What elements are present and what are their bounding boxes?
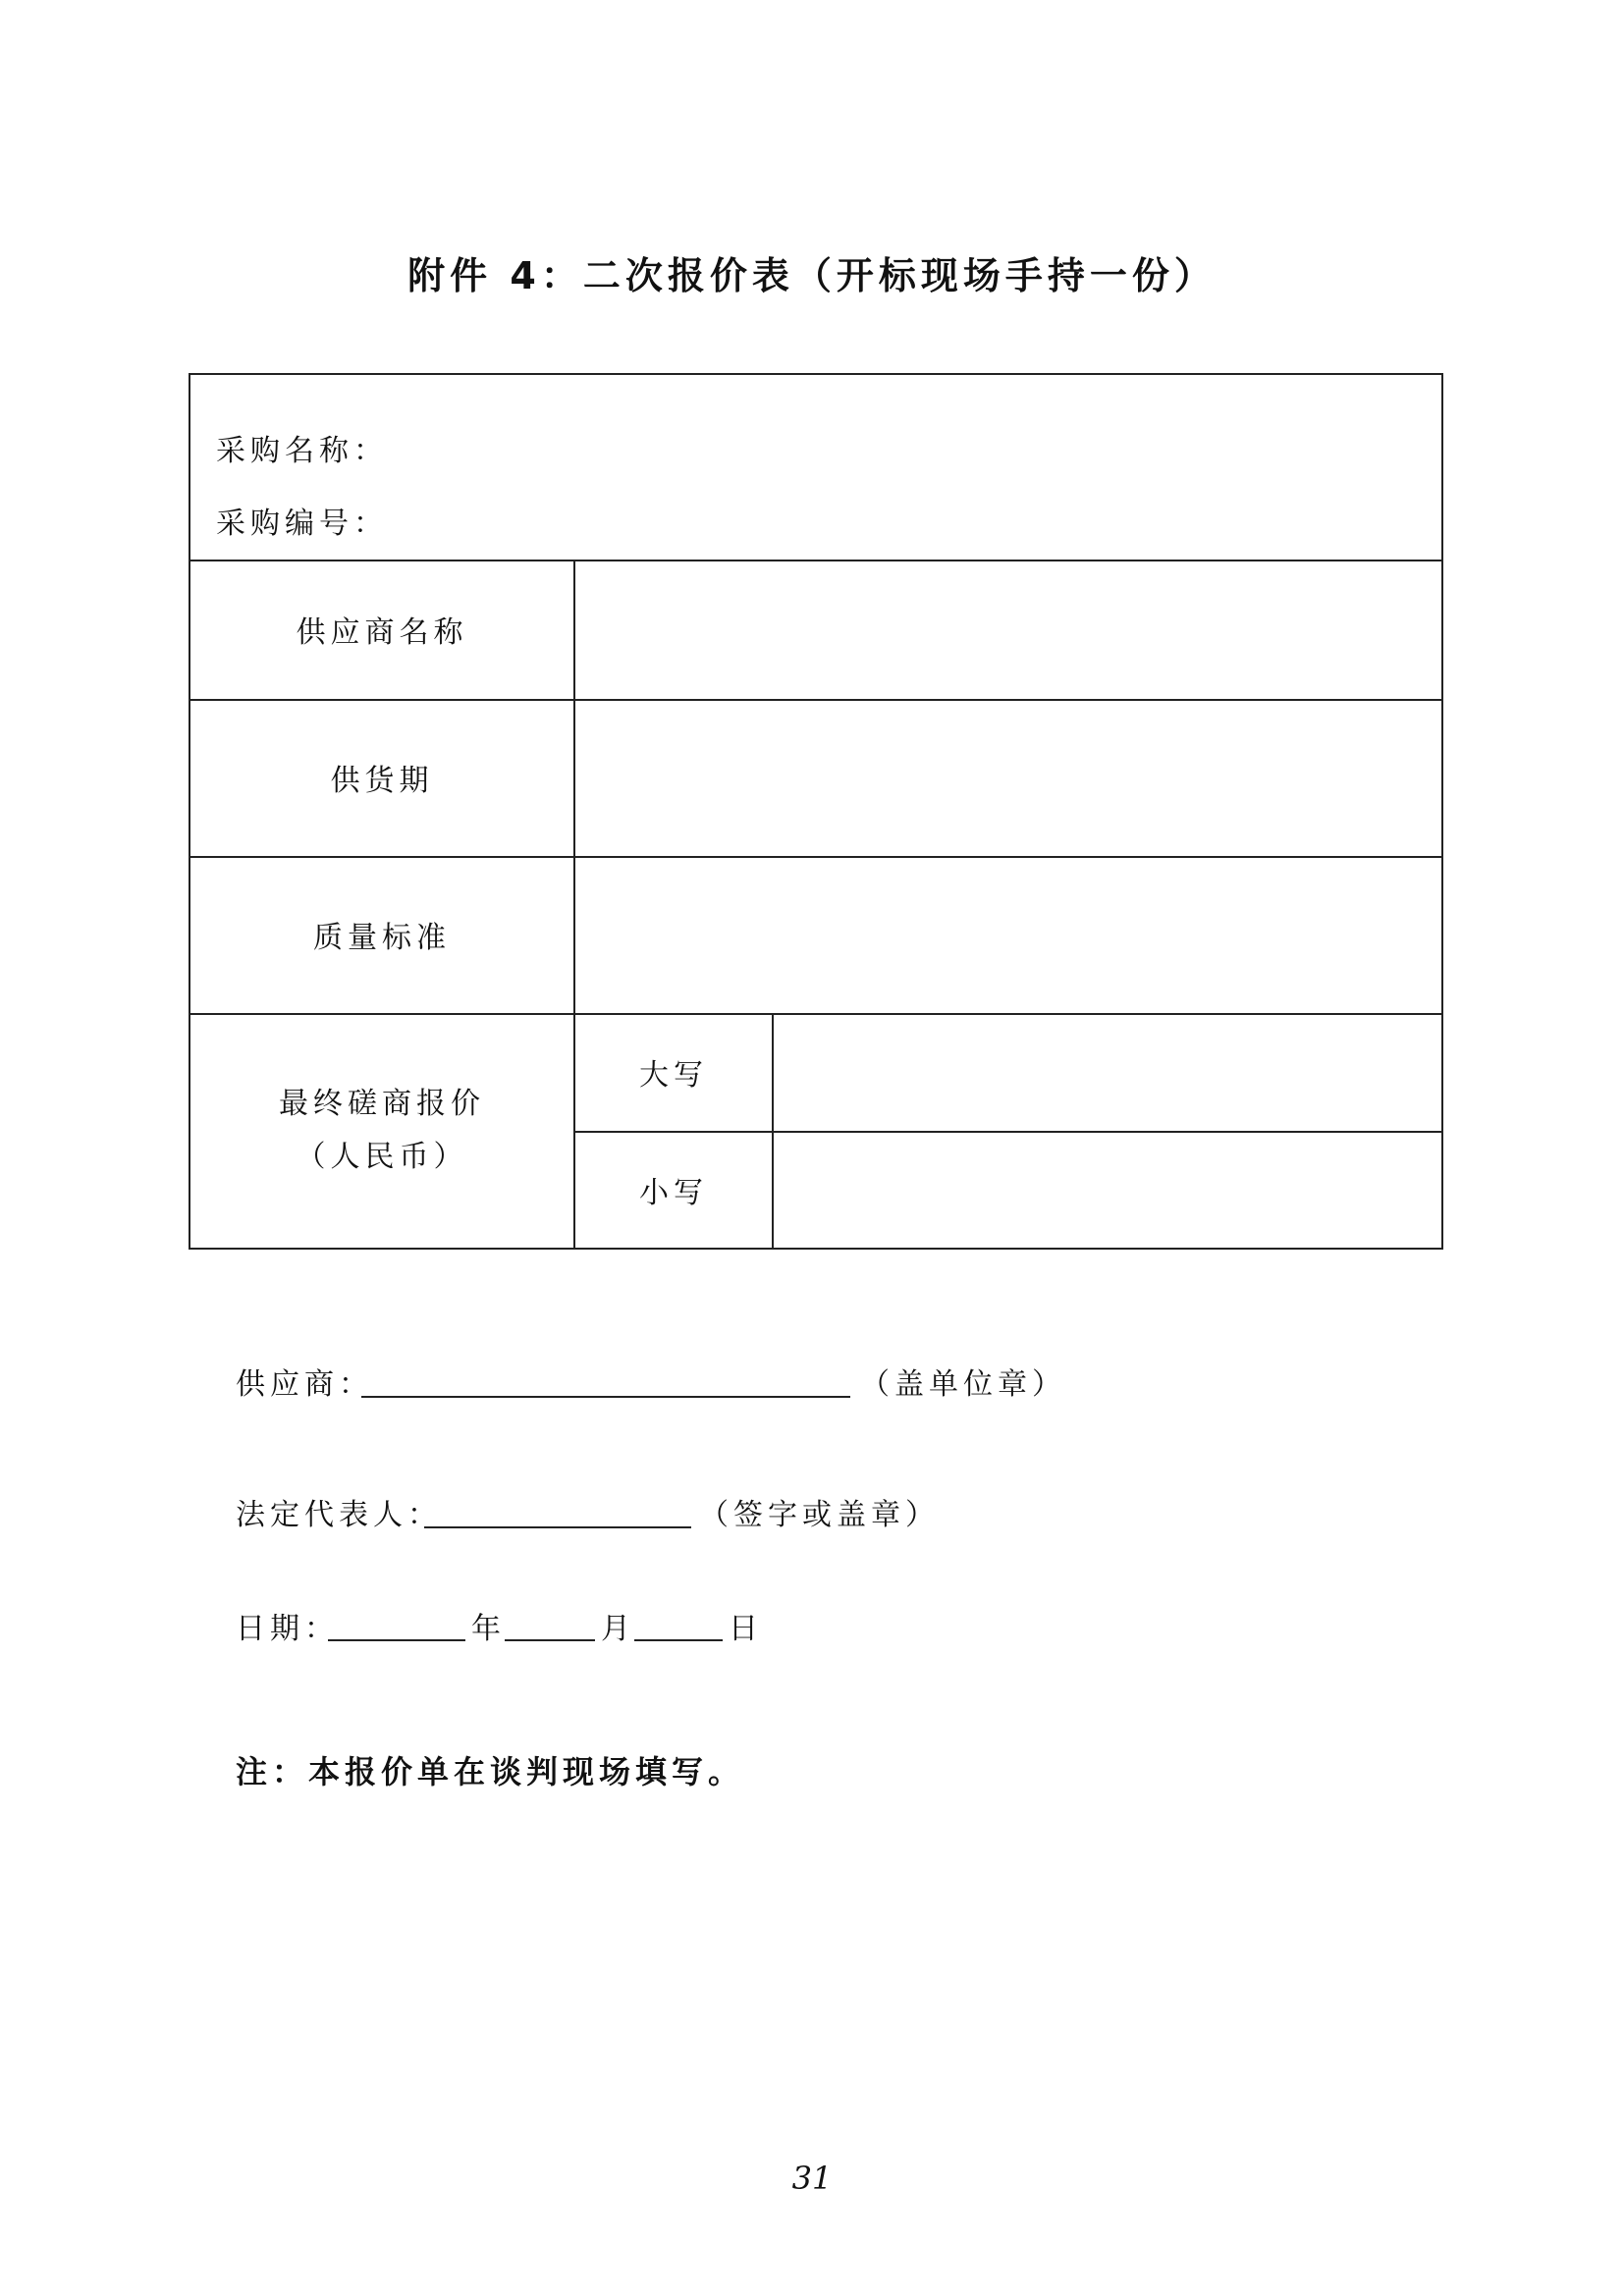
page-number: 31 (791, 2160, 833, 2197)
supplier-name-label: 供应商名称 (296, 615, 468, 650)
lowercase-label: 小写 (639, 1175, 708, 1210)
legal-rep-label: 法定代表人： (236, 1498, 442, 1532)
supplier-signature-label: 供应商： (236, 1367, 373, 1402)
date-day-line[interactable] (634, 1639, 723, 1641)
filling-note: 注：本报价单在谈判现场填写。 (236, 1753, 745, 1790)
supplier-seal-note: （盖单位章） (860, 1367, 1066, 1402)
final-quote-label-line1: 最终磋商报价 (279, 1086, 485, 1121)
quality-standard-field[interactable] (575, 858, 1441, 1013)
supplier-name-field[interactable] (575, 561, 1441, 699)
final-quote-label (190, 1013, 573, 1248)
supplier-signature-line[interactable] (361, 1396, 850, 1398)
uppercase-amount-field[interactable] (774, 1015, 1441, 1131)
legal-rep-signature-line[interactable] (424, 1526, 691, 1528)
date-month-unit: 月 (601, 1612, 635, 1646)
document-title: 附件 4：二次报价表（开标现场手持一份） (407, 254, 1217, 297)
final-quote-label-line2: （人民币） (296, 1139, 468, 1174)
date-month-line[interactable] (505, 1639, 595, 1641)
date-year-unit: 年 (471, 1612, 506, 1646)
delivery-period-label: 供货期 (330, 764, 434, 798)
date-label: 日期： (236, 1612, 339, 1646)
quotation-form-table (189, 373, 1443, 1250)
procurement-number-label: 采购编号： (216, 507, 388, 541)
uppercase-label: 大写 (639, 1058, 708, 1093)
procurement-name-label: 采购名称： (216, 434, 388, 468)
lowercase-amount-field[interactable] (774, 1133, 1441, 1248)
legal-rep-seal-note: （签字或盖章） (699, 1498, 940, 1532)
delivery-period-field[interactable] (575, 701, 1441, 856)
date-day-unit: 日 (729, 1612, 763, 1646)
date-year-line[interactable] (328, 1639, 465, 1641)
quality-standard-label: 质量标准 (313, 921, 451, 955)
